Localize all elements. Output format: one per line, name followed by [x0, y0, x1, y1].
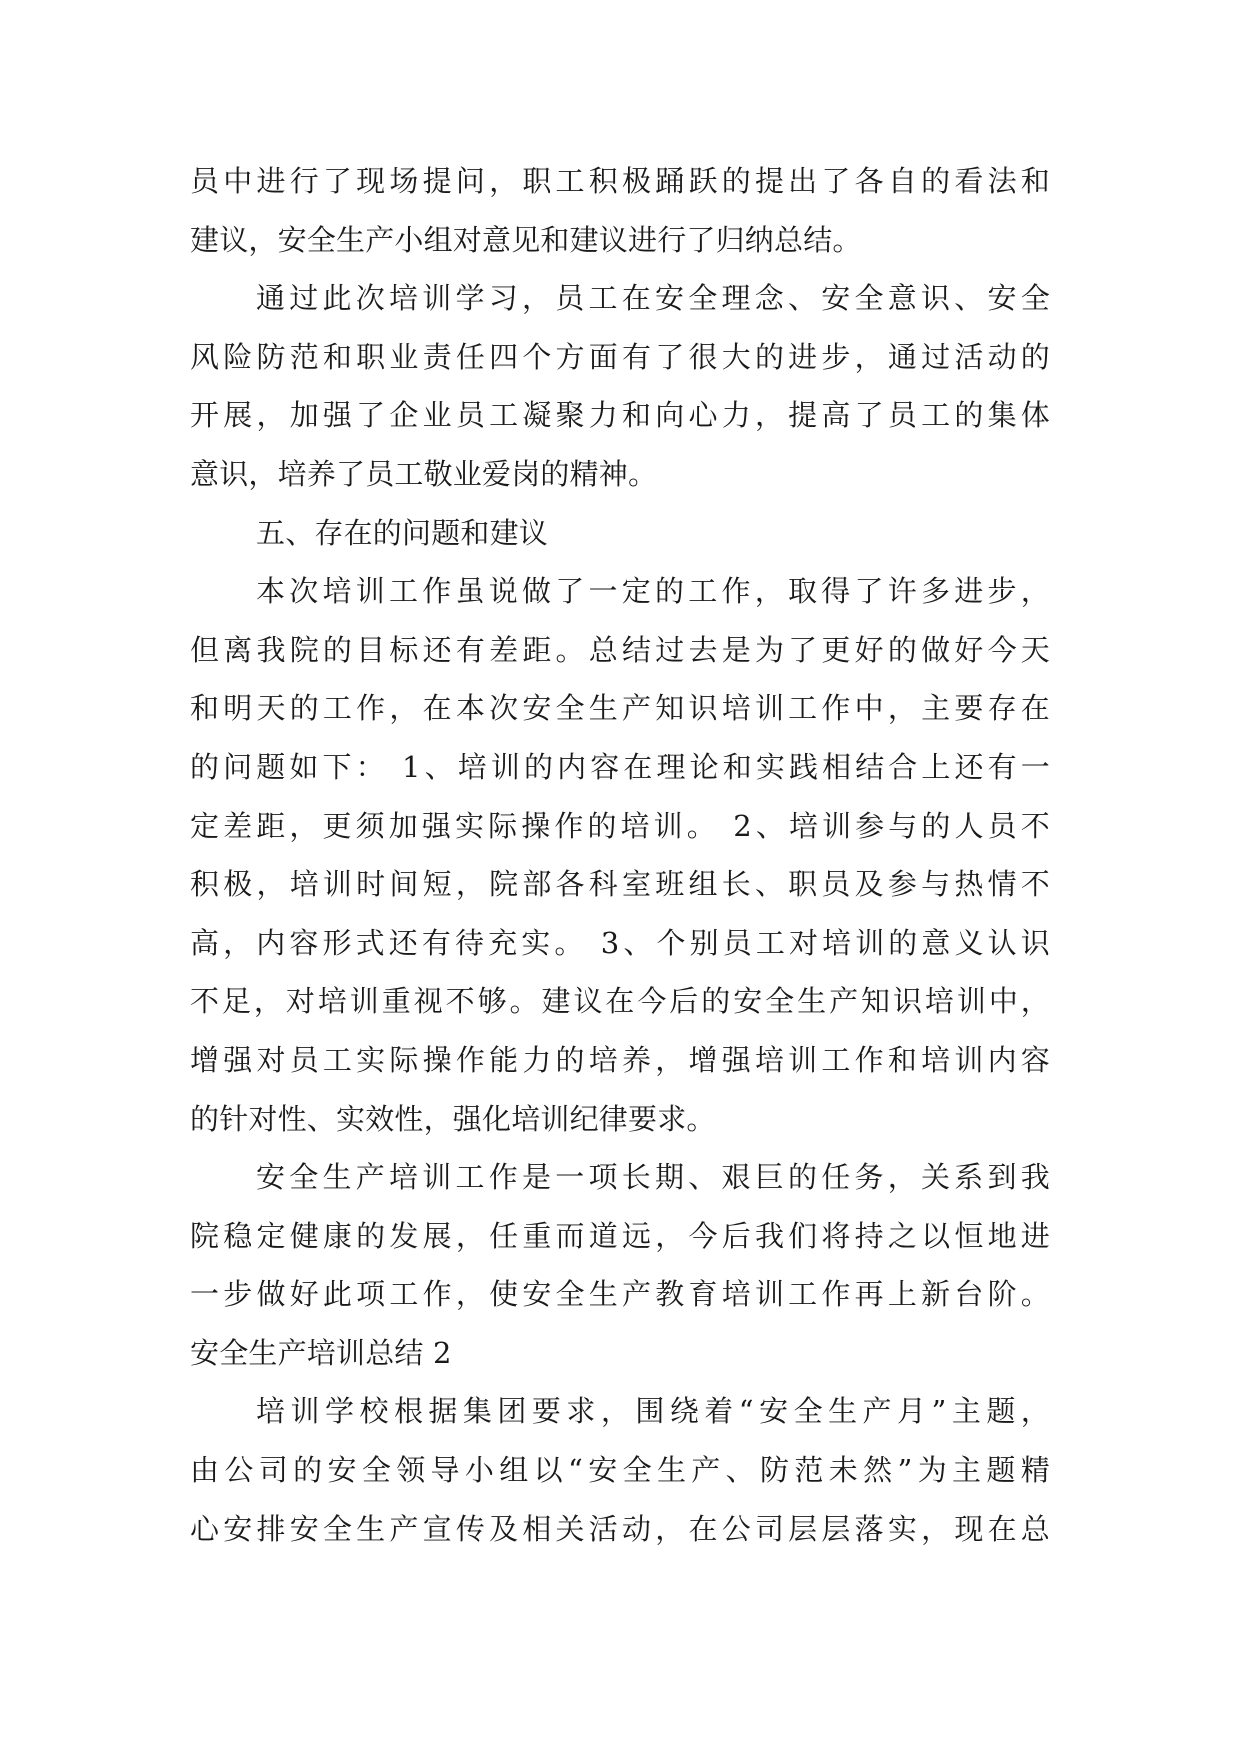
text-line: 院稳定健康的发展，任重而道远，今后我们将持之以恒地进: [190, 1218, 1050, 1253]
paragraph: [190, 1382, 1050, 1558]
title-text: 安全生产培训总结 2: [190, 1335, 452, 1370]
text-line: 的针对性、实效性，强化培训纪律要求。: [190, 1101, 716, 1136]
text-line: 开展，加强了企业员工凝聚力和向心力，提高了员工的集体: [190, 398, 1050, 433]
paragraph: [190, 1148, 1050, 1324]
paragraph: [190, 269, 1050, 503]
text-line: 积极，培训时间短，院部各科室班组长、职员及参与热情不: [190, 867, 1050, 902]
text-line: 通过此次培训学习，员工在安全理念、安全意识、安全: [256, 281, 1050, 316]
text-line: 的问题如下： 1、培训的内容在理论和实践相结合上还有一: [190, 749, 1050, 784]
text-line: 意识，培养了员工敬业爱岗的精神。: [190, 456, 658, 491]
text-line: 但离我院的目标还有差距。总结过去是为了更好的做好今天: [190, 632, 1050, 667]
text-line: 定差距，更须加强实际操作的培训。 2、培训参与的人员不: [190, 808, 1050, 843]
text-line: 一步做好此项工作，使安全生产教育培训工作再上新台阶。: [190, 1277, 1050, 1312]
text-line: 培训学校根据集团要求，围绕着“安全生产月”主题，: [256, 1394, 1050, 1429]
text-line: 安全生产培训工作是一项长期、艰巨的任务，关系到我: [256, 1160, 1050, 1195]
text-line: 建议，安全生产小组对意见和建议进行了归纳总结。: [190, 222, 862, 257]
text-line: 不足，对培训重视不够。建议在今后的安全生产知识培训中，: [190, 984, 1050, 1019]
text-line: 由公司的安全领导小组以“安全生产、防范未然”为主题精: [190, 1453, 1050, 1488]
paragraph: [190, 152, 1050, 269]
text-line: 本次培训工作虽说做了一定的工作，取得了许多进步，: [256, 574, 1050, 609]
text-line: 高，内容形式还有待充实。 3、个别员工对培训的意义认识: [190, 925, 1050, 960]
text-line: 心安排安全生产宣传及相关活动，在公司层层落实，现在总: [190, 1511, 1050, 1546]
heading-text: 五、存在的问题和建议: [256, 515, 549, 550]
document-title: [190, 1324, 1050, 1383]
section-heading: [190, 504, 1050, 563]
document-body: [190, 152, 1050, 1558]
text-line: 和明天的工作，在本次安全生产知识培训工作中，主要存在: [190, 691, 1050, 726]
text-line: 风险防范和职业责任四个方面有了很大的进步，通过活动的: [190, 339, 1050, 374]
paragraph: [190, 562, 1050, 1148]
text-line: 增强对员工实际操作能力的培养，增强培训工作和培训内容: [190, 1042, 1050, 1077]
text-line: 员中进行了现场提问，职工积极踊跃的提出了各自的看法和: [190, 164, 1050, 198]
